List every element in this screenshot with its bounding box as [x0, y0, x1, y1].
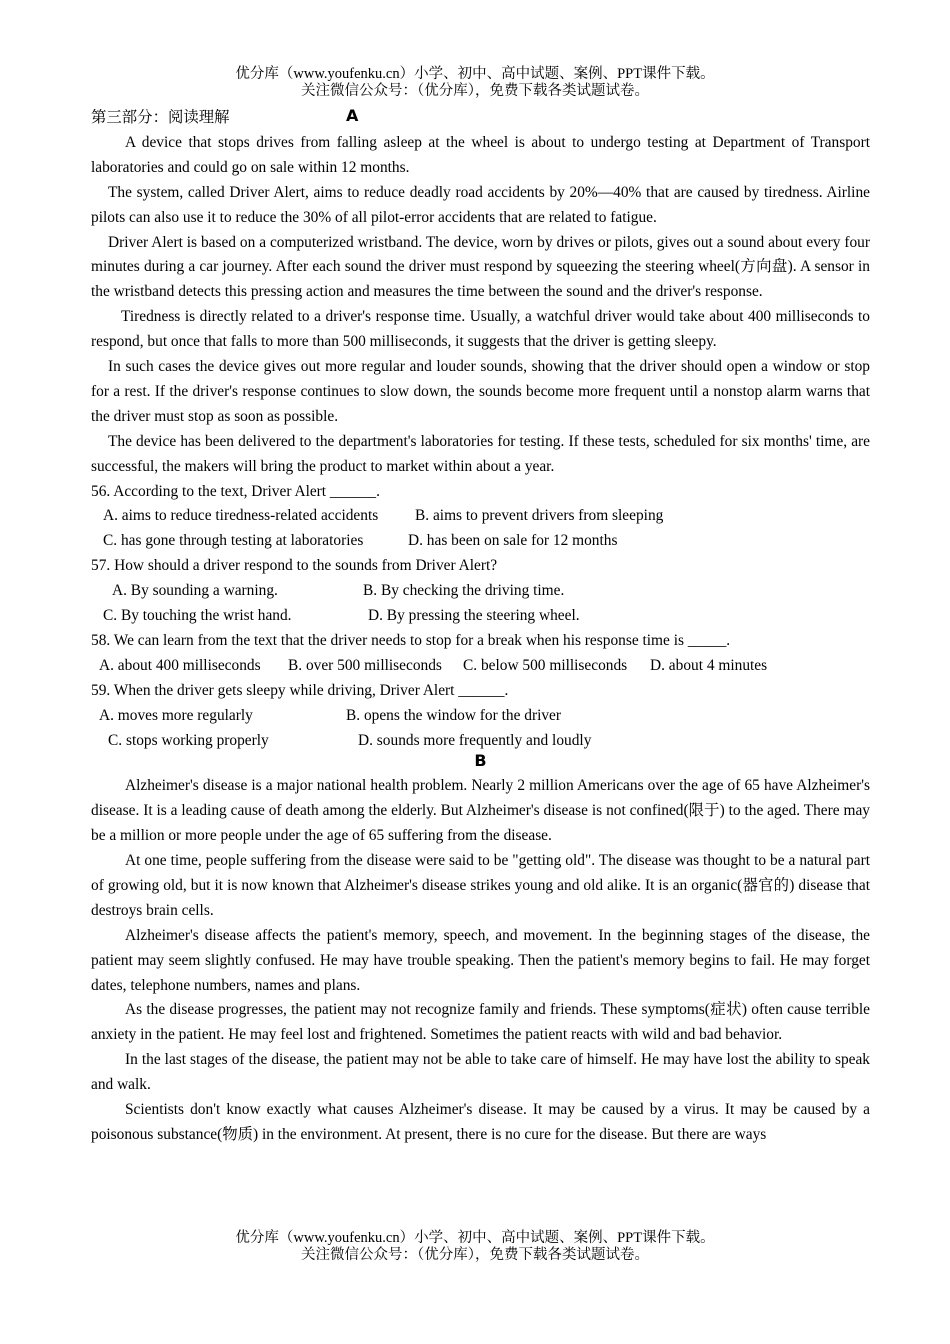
question-stem: 57. How should a driver respond to the sounds from Driver Alert? — [91, 557, 498, 575]
question-stem: 59. When the driver gets sleepy while driving, Driver Alert ______. — [91, 681, 509, 699]
question-options-row — [91, 529, 870, 554]
question-options-row — [91, 654, 870, 679]
question-options-row — [91, 604, 870, 629]
passage-a-paragraph-4: Tiredness is directly related to a driver's response time. Usually, a watchful driver would take about 400 milliseconds to respond, but once that falls to more than 500 milliseconds, it suggests that the driver is getting sleepy. — [91, 308, 870, 351]
question-59 — [91, 679, 870, 754]
option-c[interactable]: C. By touching the wrist hand. — [103, 607, 292, 625]
option-d[interactable]: D. By pressing the steering wheel. — [368, 607, 580, 625]
footer-line-2: 关注微信公众号：（优分库），免费下载各类试题试卷。 — [301, 1247, 649, 1263]
footer-line-1: 优分库（www.youfenku.cn）小学、初中、高中试题、案例、PPT课件下载。 — [235, 1230, 715, 1246]
passage-a — [91, 131, 870, 480]
question-options-row — [91, 579, 870, 604]
passage-a-paragraph-5: In such cases the device gives out more regular and louder sounds, showing that the driver should open a window or stop for a rest. If the driver's response continues to slow down, the sounds become more frequent until a nonstop alarm warns that the driver must stop as soon as possible. — [91, 358, 870, 425]
question-stem: 56. According to the text, Driver Alert ______. — [91, 482, 380, 500]
passage-b-letter: B — [474, 751, 487, 771]
header-line-1: 优分库（www.youfenku.cn）小学、初中、高中试题、案例、PPT课件下载。 — [235, 66, 715, 82]
option-a[interactable]: A. By sounding a warning. — [112, 582, 278, 600]
option-c[interactable]: C. has gone through testing at laboratories — [103, 532, 364, 550]
option-b[interactable]: B. By checking the driving time. — [363, 582, 565, 600]
passage-b — [91, 774, 870, 1148]
page-footer — [0, 1230, 950, 1264]
passage-b-paragraph-1: Alzheimer's disease is a major national health problem. Nearly 2 million Americans over the age of 65 have Alzheimer's disease. It is a leading cause of death among the elderly. But Alzheimer's disease is not confined(限于) to the aged. There may be a million or more people under the age of 65 suffering from the disease. — [91, 777, 870, 845]
option-a[interactable]: A. moves more regularly — [99, 706, 253, 724]
question-options-row — [91, 504, 870, 529]
option-b[interactable]: B. opens the window for the driver — [346, 706, 561, 724]
question-57 — [91, 554, 870, 629]
question-options-row — [91, 729, 870, 754]
passage-a-paragraph-6: The device has been delivered to the department's laboratories for testing. If these tests, scheduled for six months' time, are successful, the makers will bring the product to market within about a year. — [91, 432, 870, 475]
option-d[interactable]: D. about 4 minutes — [650, 656, 768, 674]
option-d[interactable]: D. has been on sale for 12 months — [408, 532, 618, 550]
passage-a-paragraph-3: Driver Alert is based on a computerized wristband. The device, worn by drives or pilots, gives out a sound about every four minutes during a car journey. After each sound the driver must respond by squeezing the steering wheel(方向盘). A sensor in the wristband detects this pressing action and measures the time between the sound and the driver's response. — [91, 233, 870, 301]
option-c[interactable]: C. stops working properly — [108, 731, 269, 749]
option-b[interactable]: B. aims to prevent drivers from sleeping — [415, 507, 664, 525]
question-stem: 58. We can learn from the text that the driver needs to stop for a break when his response time is _____. — [91, 631, 731, 649]
option-b[interactable]: B. over 500 milliseconds — [288, 656, 442, 674]
section-heading — [91, 106, 870, 131]
option-d[interactable]: D. sounds more frequently and loudly — [358, 731, 592, 749]
passage-a-paragraph-2: The system, called Driver Alert, aims to reduce deadly road accidents by 20%—40% that are caused by tiredness. Airline pilots can also use it to reduce the 30% of all pilot-error accidents that are related to fatigue. — [91, 183, 870, 226]
question-58 — [91, 629, 870, 679]
passage-a-paragraph-1: A device that stops drives from falling asleep at the wheel is about to undergo testing at Department of Transport laboratories and could go on sale within 12 months. — [91, 133, 870, 176]
passage-a-letter: A — [346, 106, 359, 125]
page-header — [0, 66, 950, 100]
passage-b-paragraph-4: As the disease progresses, the patient may not recognize family and friends. These symptoms(症状) often cause terrible anxiety in the patient. He may feel lost and frightened. Sometimes the patient reacts with wild and bad behavior. — [91, 1001, 870, 1044]
passage-b-paragraph-5: In the last stages of the disease, the patient may not be able to take care of himself. He may have lost the ability to speak and walk. — [91, 1051, 870, 1094]
section-title: 第三部分：阅读理解 — [91, 109, 230, 126]
passage-b-paragraph-2: At one time, people suffering from the disease were said to be "getting old". The disease was thought to be a natural part of growing old, but it is now known that Alzheimer's disease strikes young and old alike. It is an organic(器官的) disease that destroys brain cells. — [91, 852, 870, 919]
header-line-2: 关注微信公众号：（优分库），免费下载各类试题试卷。 — [301, 83, 649, 99]
question-56 — [91, 480, 870, 555]
passage-b-paragraph-6: Scientists don't know exactly what causes Alzheimer's disease. It may be caused by a virus. It may be caused by a poisonous substance(物质) in the environment. At present, there is no cure for the disease. But there are ways — [91, 1101, 870, 1144]
option-c[interactable]: C. below 500 milliseconds — [463, 656, 628, 674]
question-options-row — [91, 704, 870, 729]
option-a[interactable]: A. about 400 milliseconds — [99, 656, 261, 674]
option-a[interactable]: A. aims to reduce tiredness-related accidents — [103, 507, 379, 525]
passage-b-paragraph-3: Alzheimer's disease affects the patient's memory, speech, and movement. In the beginning stages of the disease, the patient may seem slightly confused. He may have trouble speaking. Then the patient's memory begins to fail. He may forget dates, telephone numbers, names and plans. — [91, 926, 870, 994]
document-body — [91, 106, 870, 1148]
